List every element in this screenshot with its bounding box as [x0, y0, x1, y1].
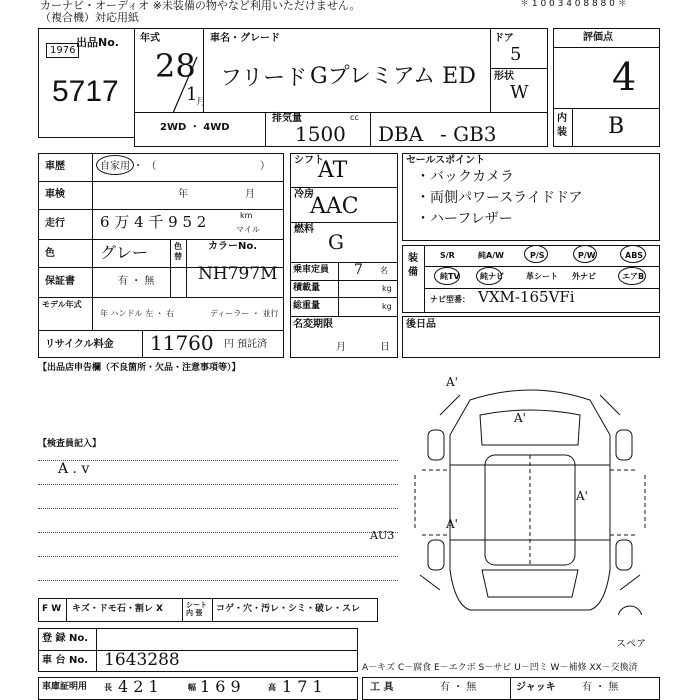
- model-code: - GB3: [440, 122, 497, 146]
- equip-tv: 純TV: [440, 272, 460, 281]
- recycle-unit: 円 預託済: [224, 339, 268, 350]
- shift-label: シフト: [294, 155, 324, 166]
- inspection-label: 車検: [45, 189, 65, 200]
- mileage-km: km: [240, 211, 253, 220]
- mark-rear: A': [446, 517, 458, 531]
- mileage-value: 6 万 4 千 9 5 2: [100, 213, 207, 231]
- equip-leather: 革シート: [526, 272, 558, 281]
- color-label: 色: [45, 248, 55, 259]
- equip-ps-circle: [524, 245, 548, 263]
- damage-fw-items: キズ・ドモ石・割レ X: [72, 604, 163, 614]
- equip-navi-circle: [476, 267, 502, 285]
- reg-change-day: 日: [380, 342, 390, 353]
- equip-ps: P/S: [530, 251, 545, 260]
- load-unit: kg: [382, 284, 392, 293]
- ac-value: AAC: [310, 194, 359, 219]
- capacity-value: 7: [354, 262, 363, 278]
- lot-code: 1976: [46, 43, 79, 58]
- reg-change-label: 名変期限: [293, 319, 333, 330]
- year-label: 年式: [140, 33, 160, 44]
- sub-note: （複合機）対応用紙: [40, 11, 139, 24]
- shift-value: AT: [318, 158, 348, 183]
- drive-label: 2WD ・ 4WD: [160, 122, 230, 133]
- notes-label: 【出品店申告欄（不良箇所・欠品・注意事項等）】: [38, 363, 241, 373]
- mark-front: A': [446, 375, 458, 389]
- month-unit: 月: [196, 97, 206, 108]
- tools-label: 工 具: [370, 682, 394, 693]
- displacement-unit: cc: [350, 113, 359, 122]
- capacity-label: 乗車定員: [293, 265, 330, 275]
- history-circle: [96, 155, 134, 175]
- mileage-mile: マイル: [236, 225, 260, 234]
- sale-point-2: ・両側パワースライドドア: [416, 190, 583, 206]
- cert-height-label: 高: [268, 683, 276, 692]
- register-label: 登 録 No.: [42, 633, 89, 644]
- jack-label: ジャッキ: [516, 682, 556, 693]
- equip-aw: 純A/W: [478, 251, 504, 260]
- equip-sr: S/R: [440, 251, 455, 260]
- damage-legend: A－キズ C－腐食 E－エクボ S－サビ U－凹ミ W－補修 XX－交換済: [362, 663, 638, 673]
- shape-label: 形状: [494, 71, 514, 82]
- cert-label: 車庫証明用: [42, 682, 88, 692]
- equip-pw-circle: [573, 245, 597, 263]
- history-close: ）: [260, 161, 270, 172]
- year-value: 28: [155, 47, 196, 85]
- mark-left-side: AU3: [370, 529, 395, 542]
- equip-pw: P/W: [578, 251, 596, 260]
- reg-change-month: 月: [336, 342, 346, 353]
- recycle-label: リサイクル料金: [45, 339, 114, 350]
- chassis-label: 車 台 No.: [42, 655, 89, 666]
- color-code-label: カラーNo.: [208, 241, 258, 252]
- top-note: カーナビ・オーディオ ※未装備の物やなど利用いただけません。: [40, 0, 361, 12]
- gross-label: 総重量: [293, 301, 321, 311]
- navi-value: VXM-165VFi: [478, 288, 575, 306]
- gross-unit: kg: [382, 302, 392, 311]
- load-label: 積載量: [293, 283, 321, 293]
- history-value: 自家用 ・ （: [100, 161, 157, 172]
- doors-value: 5: [510, 44, 522, 65]
- color-code: NH797M: [198, 264, 278, 284]
- displacement-label: 排気量: [272, 113, 302, 124]
- interior-label: 内装: [557, 113, 567, 138]
- model-year-hand: 年 ハンドル 左 ・ 右: [100, 309, 175, 318]
- inspector-note: A . v: [58, 461, 90, 477]
- car-model: フリード: [220, 66, 308, 91]
- warranty-label: 保証書: [45, 276, 75, 287]
- mark-left: A': [514, 411, 526, 425]
- mark-right: A': [576, 489, 588, 503]
- score-label: 評価点: [583, 32, 613, 43]
- equip-tv-circle: [434, 267, 460, 285]
- score-box: [553, 28, 660, 147]
- cert-height: 1 7 1: [282, 677, 323, 696]
- month-value: 1: [186, 84, 198, 105]
- serial-number: ＊ 1 0 0 3 4 0 8 8 8 0 ＊: [520, 0, 627, 9]
- equip-navi: 純ナビ: [480, 272, 504, 281]
- inspector-label: 【検査員記入】: [38, 439, 102, 449]
- car-grade: Gプレミアム ED: [310, 64, 476, 89]
- equip-ext-navi: 外ナビ: [572, 272, 596, 281]
- details-table: [38, 153, 284, 358]
- sale-points-label: セールスポイント: [406, 155, 486, 166]
- inspection-month: 月: [245, 189, 255, 200]
- equip-abs-circle: [620, 245, 646, 263]
- cert-width: 1 6 9: [200, 677, 241, 696]
- history-label: 車歴: [45, 161, 65, 172]
- damage-seat-label: シート内 張: [186, 601, 207, 618]
- capacity-unit: 名: [380, 266, 388, 275]
- sale-point-1: ・バックカメラ: [416, 169, 514, 185]
- ac-label: 冷房: [294, 189, 314, 200]
- lot-label: 出品No.: [76, 36, 119, 49]
- color-value: グレー: [100, 243, 149, 262]
- model-prefix: DBA: [378, 122, 424, 146]
- car-diagram: [400, 375, 660, 615]
- tools-value: 有 ・ 無: [440, 682, 477, 693]
- score-value: 4: [612, 55, 637, 99]
- equipment-label: 装備: [408, 253, 418, 278]
- lot-number: 5717: [52, 75, 119, 108]
- warranty-value: 有 ・ 無: [118, 276, 155, 287]
- rear-items-box: [402, 316, 660, 358]
- fuel-label: 燃料: [294, 224, 314, 235]
- name-label: 車名・グレード: [210, 33, 280, 44]
- cert-width-label: 幅: [188, 683, 196, 692]
- cert-length: 4 2 1: [118, 677, 159, 696]
- recycle-value: 11760: [150, 331, 214, 355]
- model-year-label: モデル年式: [42, 300, 82, 309]
- equip-airbag: エアB: [622, 272, 645, 281]
- fuel-value: G: [328, 230, 344, 254]
- cert-length-label: 長: [104, 683, 112, 692]
- doors-label: ドア: [494, 33, 514, 44]
- jack-value: 有 ・ 無: [582, 682, 619, 693]
- color-change-label: 色替: [174, 242, 182, 261]
- sale-point-3: ・ハーフレザー: [416, 211, 513, 227]
- model-year-dealer: ディーラー ・ 並行: [210, 309, 279, 318]
- navi-label: ナビ型番：: [430, 295, 470, 304]
- equip-airbag-circle: [618, 267, 646, 285]
- inspection-year: 年: [178, 189, 188, 200]
- displacement-value: 1500: [295, 122, 346, 146]
- damage-fw-label: F W: [42, 604, 62, 614]
- spare-label: スペア: [616, 639, 646, 650]
- chassis-value: 1643288: [104, 650, 180, 670]
- rear-items-label: 後日品: [406, 319, 436, 330]
- equip-abs: ABS: [625, 251, 644, 260]
- mileage-label: 走行: [45, 218, 65, 229]
- shape-value: W: [510, 82, 529, 103]
- damage-seat-items: コゲ・穴・汚レ・シミ・破レ・スレ: [216, 604, 361, 614]
- interior-value: B: [608, 114, 625, 139]
